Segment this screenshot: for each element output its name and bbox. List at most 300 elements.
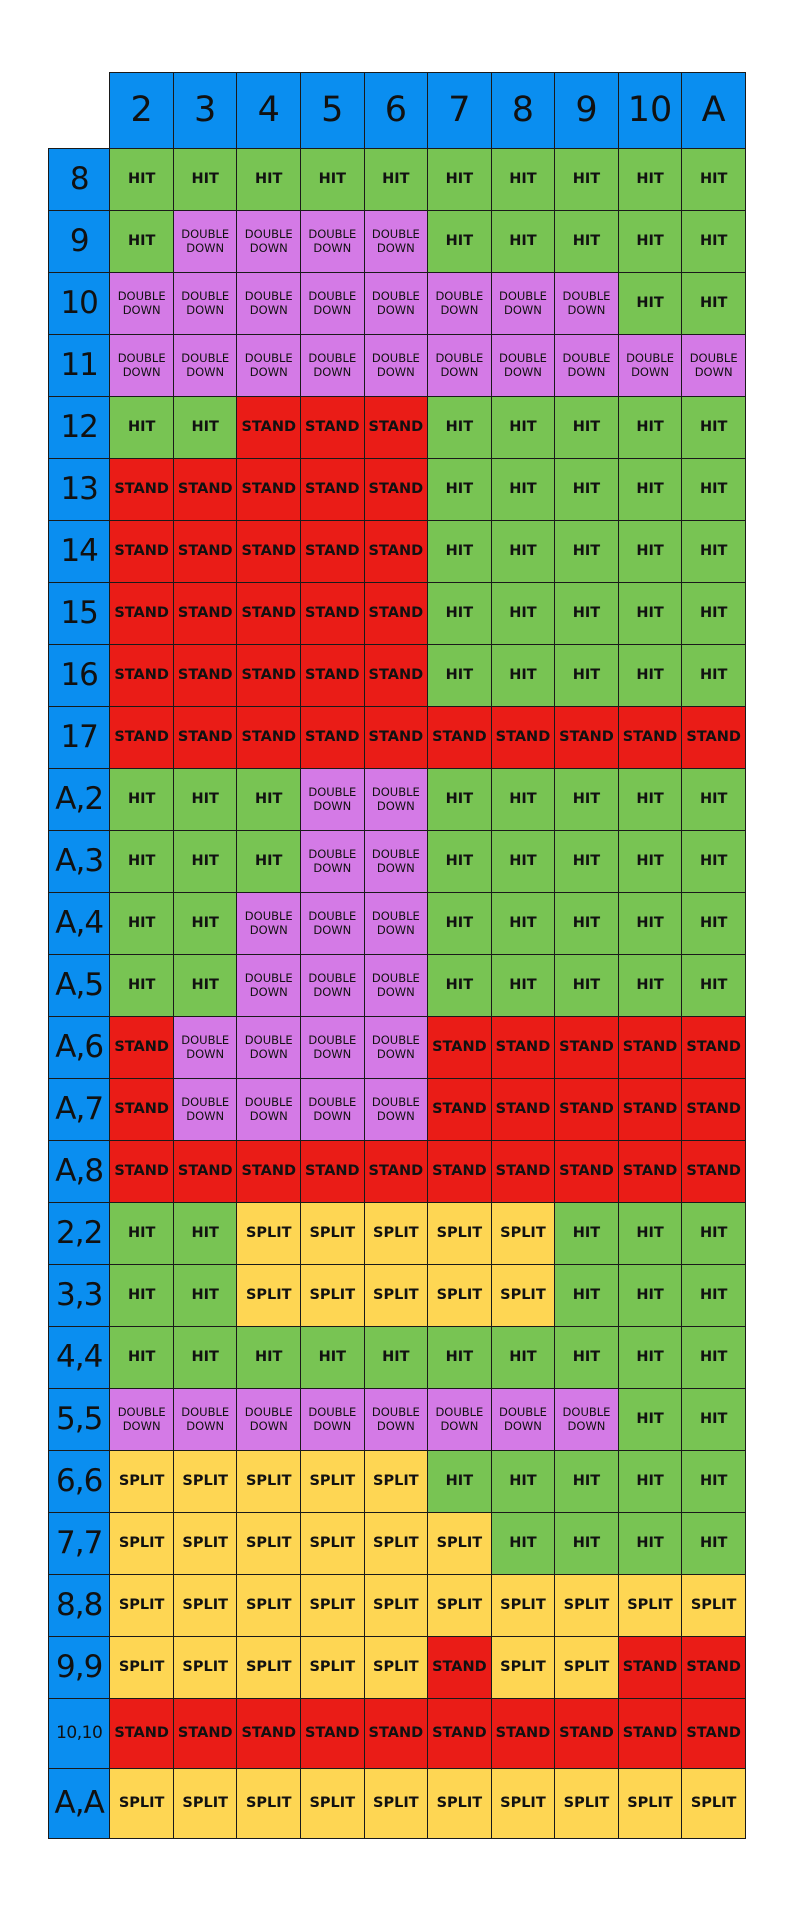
action-cell: HIT	[173, 1327, 237, 1389]
action-cell: STAND	[491, 1141, 555, 1203]
action-cell: STAND	[555, 1079, 619, 1141]
action-cell: STAND	[301, 521, 365, 583]
action-cell: STAND	[364, 1699, 428, 1769]
blackjack-strategy-chart	[48, 72, 746, 1839]
action-cell: STAND	[555, 1699, 619, 1769]
player-hand-label: A,4	[49, 893, 110, 955]
action-cell: SPLIT	[618, 1769, 682, 1839]
action-cell: HIT	[110, 211, 174, 273]
action-cell: STAND	[364, 521, 428, 583]
action-cell: STAND	[364, 397, 428, 459]
action-cell: STAND	[237, 645, 301, 707]
action-cell: HIT	[428, 645, 492, 707]
action-cell: HIT	[682, 521, 746, 583]
action-cell: DOUBLE DOWN	[364, 955, 428, 1017]
action-cell: HIT	[428, 769, 492, 831]
action-cell: HIT	[555, 397, 619, 459]
player-hand-label: 13	[49, 459, 110, 521]
action-cell: DOUBLE DOWN	[173, 1017, 237, 1079]
hand-row	[49, 397, 746, 459]
action-cell: STAND	[237, 521, 301, 583]
action-cell: SPLIT	[301, 1265, 365, 1327]
action-cell: HIT	[491, 893, 555, 955]
action-cell: SPLIT	[428, 1203, 492, 1265]
action-cell: STAND	[237, 583, 301, 645]
dealer-card-header: A	[682, 73, 746, 149]
action-cell: HIT	[682, 645, 746, 707]
player-hand-label: A,5	[49, 955, 110, 1017]
action-cell: HIT	[555, 645, 619, 707]
hand-row	[49, 1769, 746, 1839]
action-cell: HIT	[618, 149, 682, 211]
action-cell: DOUBLE DOWN	[237, 1017, 301, 1079]
player-hand-label: 14	[49, 521, 110, 583]
action-cell: STAND	[618, 1141, 682, 1203]
action-cell: SPLIT	[110, 1637, 174, 1699]
action-cell: DOUBLE DOWN	[301, 1389, 365, 1451]
action-cell: STAND	[618, 707, 682, 769]
action-cell: HIT	[682, 1451, 746, 1513]
action-cell: STAND	[618, 1637, 682, 1699]
action-cell: HIT	[491, 1327, 555, 1389]
action-cell: HIT	[682, 1389, 746, 1451]
hand-row	[49, 273, 746, 335]
action-cell: HIT	[110, 831, 174, 893]
action-cell: HIT	[682, 149, 746, 211]
action-cell: HIT	[491, 397, 555, 459]
player-hand-label: 10	[49, 273, 110, 335]
action-cell: HIT	[428, 521, 492, 583]
action-cell: HIT	[618, 1265, 682, 1327]
action-cell: DOUBLE DOWN	[364, 1017, 428, 1079]
action-cell: HIT	[682, 583, 746, 645]
action-cell: STAND	[682, 1079, 746, 1141]
action-cell: HIT	[173, 955, 237, 1017]
hand-row	[49, 831, 746, 893]
action-cell: HIT	[682, 397, 746, 459]
action-cell: STAND	[110, 1017, 174, 1079]
action-cell: HIT	[555, 1203, 619, 1265]
action-cell: HIT	[491, 645, 555, 707]
action-cell: DOUBLE DOWN	[364, 335, 428, 397]
action-cell: SPLIT	[364, 1451, 428, 1513]
action-cell: DOUBLE DOWN	[237, 1079, 301, 1141]
dealer-card-header: 10	[618, 73, 682, 149]
action-cell: SPLIT	[491, 1769, 555, 1839]
action-cell: HIT	[491, 459, 555, 521]
action-cell: SPLIT	[682, 1575, 746, 1637]
action-cell: HIT	[618, 397, 682, 459]
action-cell: STAND	[110, 583, 174, 645]
action-cell: STAND	[237, 1141, 301, 1203]
action-cell: HIT	[555, 893, 619, 955]
action-cell: HIT	[618, 521, 682, 583]
player-hand-label: 4,4	[49, 1327, 110, 1389]
hand-row	[49, 1203, 746, 1265]
action-cell: STAND	[173, 459, 237, 521]
action-cell: HIT	[618, 645, 682, 707]
action-cell: STAND	[110, 1141, 174, 1203]
action-cell: STAND	[618, 1699, 682, 1769]
action-cell: DOUBLE DOWN	[237, 335, 301, 397]
action-cell: STAND	[682, 1017, 746, 1079]
action-cell: SPLIT	[364, 1637, 428, 1699]
action-cell: DOUBLE DOWN	[237, 955, 301, 1017]
action-cell: HIT	[173, 149, 237, 211]
hand-row	[49, 955, 746, 1017]
action-cell: SPLIT	[237, 1265, 301, 1327]
player-hand-label: A,3	[49, 831, 110, 893]
action-cell: SPLIT	[491, 1203, 555, 1265]
action-cell: STAND	[364, 707, 428, 769]
action-cell: STAND	[682, 1637, 746, 1699]
player-hand-label: 10,10	[49, 1699, 110, 1769]
action-cell: DOUBLE DOWN	[491, 335, 555, 397]
hand-row	[49, 1265, 746, 1327]
action-cell: HIT	[237, 149, 301, 211]
action-cell: STAND	[618, 1079, 682, 1141]
action-cell: HIT	[428, 459, 492, 521]
action-cell: STAND	[364, 459, 428, 521]
hand-row	[49, 521, 746, 583]
action-cell: DOUBLE DOWN	[110, 1389, 174, 1451]
hand-row	[49, 893, 746, 955]
action-cell: SPLIT	[491, 1575, 555, 1637]
action-cell: DOUBLE DOWN	[237, 211, 301, 273]
action-cell: DOUBLE DOWN	[364, 1389, 428, 1451]
action-cell: STAND	[428, 1079, 492, 1141]
hand-row	[49, 583, 746, 645]
action-cell: HIT	[618, 893, 682, 955]
action-cell: HIT	[110, 397, 174, 459]
player-hand-label: A,6	[49, 1017, 110, 1079]
action-cell: HIT	[555, 831, 619, 893]
action-cell: DOUBLE DOWN	[428, 335, 492, 397]
action-cell: HIT	[618, 1451, 682, 1513]
action-cell: HIT	[173, 831, 237, 893]
action-cell: HIT	[428, 149, 492, 211]
action-cell: HIT	[237, 831, 301, 893]
action-cell: SPLIT	[618, 1575, 682, 1637]
action-cell: DOUBLE DOWN	[682, 335, 746, 397]
action-cell: SPLIT	[555, 1769, 619, 1839]
action-cell: HIT	[618, 211, 682, 273]
action-cell: SPLIT	[364, 1203, 428, 1265]
action-cell: STAND	[555, 1141, 619, 1203]
action-cell: DOUBLE DOWN	[173, 273, 237, 335]
dealer-card-header: 2	[110, 73, 174, 149]
action-cell: HIT	[428, 583, 492, 645]
player-hand-label: 5,5	[49, 1389, 110, 1451]
action-cell: STAND	[491, 1079, 555, 1141]
action-cell: HIT	[110, 893, 174, 955]
action-cell: SPLIT	[364, 1513, 428, 1575]
action-cell: STAND	[682, 1699, 746, 1769]
action-cell: DOUBLE DOWN	[618, 335, 682, 397]
action-cell: DOUBLE DOWN	[555, 335, 619, 397]
action-cell: HIT	[364, 1327, 428, 1389]
dealer-card-header: 3	[173, 73, 237, 149]
action-cell: STAND	[173, 707, 237, 769]
player-hand-label: A,2	[49, 769, 110, 831]
action-cell: SPLIT	[237, 1637, 301, 1699]
action-cell: SPLIT	[110, 1769, 174, 1839]
action-cell: HIT	[491, 769, 555, 831]
action-cell: STAND	[491, 1699, 555, 1769]
action-cell: STAND	[110, 521, 174, 583]
action-cell: HIT	[555, 521, 619, 583]
action-cell: SPLIT	[555, 1575, 619, 1637]
player-hand-label: 16	[49, 645, 110, 707]
dealer-card-header: 8	[491, 73, 555, 149]
hand-row	[49, 769, 746, 831]
hand-row	[49, 1017, 746, 1079]
action-cell: SPLIT	[301, 1637, 365, 1699]
action-cell: HIT	[173, 1265, 237, 1327]
action-cell: DOUBLE DOWN	[173, 211, 237, 273]
action-cell: HIT	[682, 459, 746, 521]
action-cell: STAND	[491, 707, 555, 769]
action-cell: HIT	[491, 583, 555, 645]
hand-row	[49, 1513, 746, 1575]
action-cell: SPLIT	[491, 1637, 555, 1699]
action-cell: SPLIT	[428, 1575, 492, 1637]
action-cell: SPLIT	[491, 1265, 555, 1327]
action-cell: STAND	[237, 707, 301, 769]
action-cell: HIT	[555, 1327, 619, 1389]
action-cell: SPLIT	[364, 1265, 428, 1327]
action-cell: DOUBLE DOWN	[301, 1079, 365, 1141]
action-cell: HIT	[682, 1265, 746, 1327]
hand-row	[49, 1451, 746, 1513]
action-cell: HIT	[682, 831, 746, 893]
action-cell: HIT	[173, 1203, 237, 1265]
action-cell: SPLIT	[110, 1575, 174, 1637]
action-cell: STAND	[301, 397, 365, 459]
hand-row	[49, 335, 746, 397]
action-cell: STAND	[618, 1017, 682, 1079]
dealer-card-header: 5	[301, 73, 365, 149]
action-cell: DOUBLE DOWN	[173, 1079, 237, 1141]
action-cell: HIT	[491, 521, 555, 583]
action-cell: HIT	[491, 1513, 555, 1575]
action-cell: DOUBLE DOWN	[555, 1389, 619, 1451]
action-cell: STAND	[364, 1141, 428, 1203]
action-cell: HIT	[428, 1451, 492, 1513]
player-hand-label: 2,2	[49, 1203, 110, 1265]
action-cell: STAND	[110, 707, 174, 769]
action-cell: DOUBLE DOWN	[364, 769, 428, 831]
action-cell: SPLIT	[237, 1575, 301, 1637]
action-cell: SPLIT	[555, 1637, 619, 1699]
action-cell: STAND	[237, 397, 301, 459]
strategy-table-body	[49, 73, 746, 1839]
action-cell: SPLIT	[173, 1769, 237, 1839]
action-cell: SPLIT	[110, 1451, 174, 1513]
player-hand-label: 15	[49, 583, 110, 645]
action-cell: STAND	[555, 1017, 619, 1079]
action-cell: HIT	[555, 955, 619, 1017]
action-cell: HIT	[428, 893, 492, 955]
action-cell: STAND	[301, 1699, 365, 1769]
action-cell: DOUBLE DOWN	[364, 893, 428, 955]
action-cell: STAND	[428, 1017, 492, 1079]
action-cell: HIT	[491, 831, 555, 893]
action-cell: HIT	[428, 211, 492, 273]
corner-blank	[49, 73, 110, 149]
action-cell: HIT	[237, 769, 301, 831]
action-cell: HIT	[301, 1327, 365, 1389]
player-hand-label: A,A	[49, 1769, 110, 1839]
action-cell: SPLIT	[173, 1637, 237, 1699]
player-hand-label: 7,7	[49, 1513, 110, 1575]
action-cell: SPLIT	[428, 1513, 492, 1575]
player-hand-label: 6,6	[49, 1451, 110, 1513]
action-cell: HIT	[555, 459, 619, 521]
action-cell: SPLIT	[301, 1769, 365, 1839]
action-cell: SPLIT	[301, 1451, 365, 1513]
action-cell: HIT	[682, 211, 746, 273]
hand-row	[49, 211, 746, 273]
action-cell: HIT	[555, 211, 619, 273]
action-cell: STAND	[555, 707, 619, 769]
action-cell: DOUBLE DOWN	[301, 955, 365, 1017]
action-cell: HIT	[173, 893, 237, 955]
action-cell: HIT	[428, 955, 492, 1017]
action-cell: STAND	[110, 459, 174, 521]
dealer-card-header: 9	[555, 73, 619, 149]
action-cell: HIT	[618, 955, 682, 1017]
action-cell: DOUBLE DOWN	[237, 273, 301, 335]
action-cell: DOUBLE DOWN	[301, 769, 365, 831]
action-cell: SPLIT	[682, 1769, 746, 1839]
action-cell: DOUBLE DOWN	[491, 1389, 555, 1451]
action-cell: HIT	[682, 1327, 746, 1389]
action-cell: DOUBLE DOWN	[428, 273, 492, 335]
action-cell: DOUBLE DOWN	[110, 335, 174, 397]
action-cell: SPLIT	[237, 1203, 301, 1265]
hand-row	[49, 707, 746, 769]
action-cell: SPLIT	[173, 1451, 237, 1513]
action-cell: DOUBLE DOWN	[555, 273, 619, 335]
action-cell: SPLIT	[301, 1513, 365, 1575]
action-cell: HIT	[618, 831, 682, 893]
action-cell: SPLIT	[173, 1513, 237, 1575]
action-cell: HIT	[110, 1265, 174, 1327]
player-hand-label: 12	[49, 397, 110, 459]
action-cell: STAND	[173, 521, 237, 583]
action-cell: DOUBLE DOWN	[364, 831, 428, 893]
action-cell: HIT	[110, 955, 174, 1017]
action-cell: DOUBLE DOWN	[237, 893, 301, 955]
hand-row	[49, 1699, 746, 1769]
action-cell: HIT	[491, 1451, 555, 1513]
action-cell: DOUBLE DOWN	[301, 273, 365, 335]
action-cell: HIT	[555, 1265, 619, 1327]
player-hand-label: 8	[49, 149, 110, 211]
action-cell: DOUBLE DOWN	[301, 335, 365, 397]
dealer-card-header: 4	[237, 73, 301, 149]
action-cell: DOUBLE DOWN	[364, 211, 428, 273]
action-cell: HIT	[618, 583, 682, 645]
action-cell: SPLIT	[110, 1513, 174, 1575]
action-cell: STAND	[173, 583, 237, 645]
player-hand-label: 11	[49, 335, 110, 397]
action-cell: DOUBLE DOWN	[301, 1017, 365, 1079]
hand-row	[49, 1389, 746, 1451]
action-cell: HIT	[618, 1327, 682, 1389]
action-cell: DOUBLE DOWN	[173, 335, 237, 397]
action-cell: STAND	[110, 1699, 174, 1769]
action-cell: HIT	[555, 583, 619, 645]
hand-row	[49, 1141, 746, 1203]
action-cell: HIT	[110, 1327, 174, 1389]
action-cell: STAND	[110, 1079, 174, 1141]
player-hand-label: 9,9	[49, 1637, 110, 1699]
column-header-row	[49, 73, 746, 149]
action-cell: HIT	[682, 769, 746, 831]
action-cell: DOUBLE DOWN	[364, 1079, 428, 1141]
action-cell: DOUBLE DOWN	[364, 273, 428, 335]
action-cell: STAND	[237, 459, 301, 521]
action-cell: STAND	[301, 707, 365, 769]
action-cell: STAND	[682, 1141, 746, 1203]
action-cell: HIT	[682, 273, 746, 335]
action-cell: STAND	[428, 1699, 492, 1769]
action-cell: SPLIT	[428, 1769, 492, 1839]
action-cell: DOUBLE DOWN	[301, 893, 365, 955]
hand-row	[49, 149, 746, 211]
action-cell: HIT	[428, 1327, 492, 1389]
action-cell: SPLIT	[173, 1575, 237, 1637]
action-cell: HIT	[428, 397, 492, 459]
action-cell: HIT	[618, 1203, 682, 1265]
hand-row	[49, 459, 746, 521]
player-hand-label: A,8	[49, 1141, 110, 1203]
action-cell: DOUBLE DOWN	[237, 1389, 301, 1451]
action-cell: HIT	[173, 769, 237, 831]
player-hand-label: 3,3	[49, 1265, 110, 1327]
action-cell: STAND	[173, 1141, 237, 1203]
action-cell: HIT	[237, 1327, 301, 1389]
action-cell: STAND	[301, 1141, 365, 1203]
action-cell: STAND	[428, 1637, 492, 1699]
action-cell: HIT	[682, 1203, 746, 1265]
player-hand-label: 17	[49, 707, 110, 769]
action-cell: STAND	[491, 1017, 555, 1079]
action-cell: HIT	[428, 831, 492, 893]
action-cell: STAND	[364, 583, 428, 645]
action-cell: HIT	[491, 211, 555, 273]
action-cell: DOUBLE DOWN	[301, 831, 365, 893]
action-cell: SPLIT	[428, 1265, 492, 1327]
action-cell: SPLIT	[237, 1513, 301, 1575]
action-cell: HIT	[364, 149, 428, 211]
action-cell: HIT	[491, 149, 555, 211]
hand-row	[49, 1079, 746, 1141]
action-cell: DOUBLE DOWN	[173, 1389, 237, 1451]
player-hand-label: A,7	[49, 1079, 110, 1141]
hand-row	[49, 1575, 746, 1637]
action-cell: STAND	[237, 1699, 301, 1769]
action-cell: HIT	[682, 955, 746, 1017]
action-cell: STAND	[173, 1699, 237, 1769]
action-cell: HIT	[682, 1513, 746, 1575]
action-cell: HIT	[173, 397, 237, 459]
action-cell: HIT	[618, 769, 682, 831]
action-cell: DOUBLE DOWN	[301, 211, 365, 273]
action-cell: HIT	[110, 769, 174, 831]
